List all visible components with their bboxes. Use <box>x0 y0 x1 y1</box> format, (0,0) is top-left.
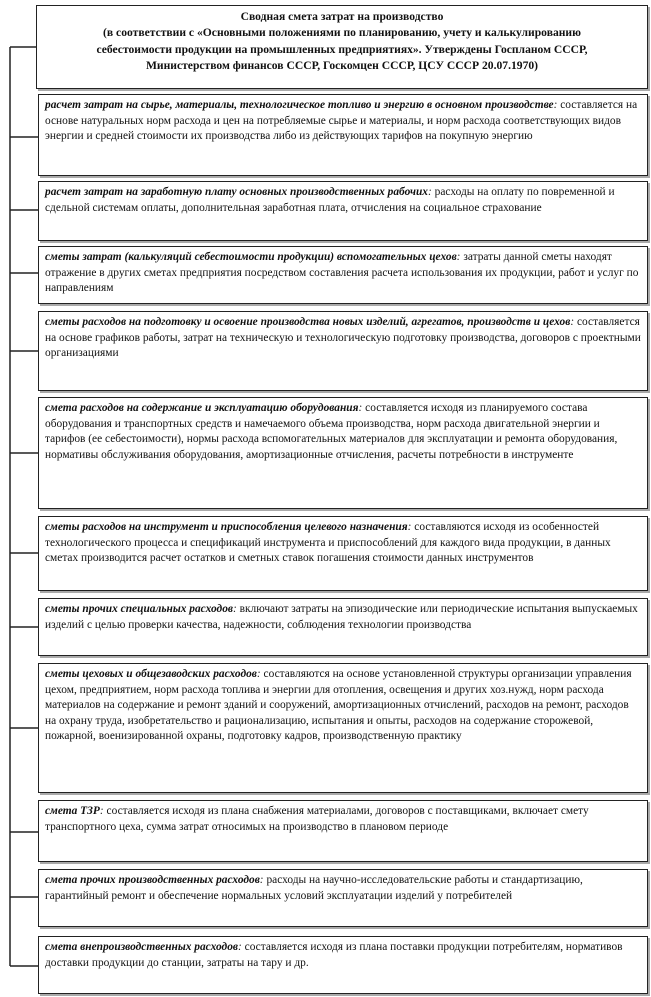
summary-estimate-box <box>36 5 648 89</box>
estimate-item-equipment: смета расходов на содержание и эксплуатацию оборудования: составляется исходя из планируемого состава оборудования и транспортных средств и намечаемого объема производства, норм расхода двигательной энергии и тарифов (ее себестоимости), нормы расхода вспомогательных материалов для эксплуатации и ремонта оборудования, нормативы обслуживания оборудования, амортизационные отчисления, расчеты потребности в инструменте <box>38 397 648 509</box>
item-title: сметы расходов на инструмент и приспособления целевого назначения <box>45 521 408 533</box>
item-description: включают затраты на эпизодические или периодические испытания выпускаемых изделий с целью проверки качества, надежности, соблюдения технологии производства <box>45 603 638 631</box>
summary-estimate-source-line-1: (в соответствии с «Основными положениями по планированию, учету и калькулированию <box>103 26 581 40</box>
item-description: составляется исходя из плана снабжения материалами, договоров с поставщиками, включает смету транспортного цеха, сумма затрат относимых на производство в плановом периоде <box>45 805 589 833</box>
item-title: смета внепроизводственных расходов <box>45 941 238 953</box>
item-description: расходы на оплату по повременной и сдельной системам оплаты, дополнительная заработная плата, отчисления на социальное страхование <box>45 186 615 214</box>
item-title: расчет затрат на сырье, материалы, технологическое топливо и энергию в основном производстве <box>45 99 554 111</box>
estimate-item-wages: расчет затрат на заработную плату основных производственных рабочих: расходы на оплату по повременной и сдельной системам оплаты, дополнительная заработная плата, отчисления на социальное страхование <box>38 181 648 241</box>
item-description: составляются на основе установленной структуры организации управления цехом, предприятием, норм расхода топлива и энергии для отопления, освещения и других хоз.нужд, норм расхода материалов на содержание и ремонт зданий и сооружений, амортизационных отчислений, расходов на ремонт, расходов на охрану труда, изобретательство и рационализацию, испытания и опыты, расходов на содержание сторожевой, пожарной, военизированной охраны, подготовку кадров, производственную практику <box>45 668 632 742</box>
item-description: затраты данной сметы находят отражение в других сметах предприятия посредством составления расчета использования их продукции, работ и услуг по направлениям <box>45 251 639 294</box>
item-description: составляется на основе графиков работы, затрат на техническую и технологическую подготовку производства, договоров с проектными организациями <box>45 316 641 359</box>
item-title: смета прочих производственных расходов <box>45 874 260 886</box>
estimate-item-raw-materials: расчет затрат на сырье, материалы, технологическое топливо и энергию в основном производстве: составляется на основе натуральных норм расхода и цен на потребляемые сырье и материалы, и норм расхода соответствующих видов энергии и средней стоимости их производства либо из действующих тарифов на покупную энергию <box>38 94 648 176</box>
estimate-item-tzr: смета ТЗР: составляется исходя из плана снабжения материалами, договоров с поставщиками, включает смету транспортного цеха, сумма затрат относимых на производство в плановом периоде <box>38 800 648 862</box>
item-title: смета ТЗР <box>45 805 100 817</box>
summary-estimate-source-line-2: себестоимости продукции на промышленных предприятиях». Утверждены Госпланом СССР, <box>96 42 588 56</box>
item-description: составляется исходя из планируемого состава оборудования и транспортных средств и намечаемого объема производства, норм расхода двигательной энергии и тарифов (ее себестоимости), нормы расхода вспомогательных материалов для эксплуатации и ремонта оборудования, нормативы обслуживания оборудования, амортизационные отчисления, расчеты потребности в инструменте <box>45 402 618 461</box>
item-title: сметы затрат (калькуляций себестоимости продукции) вспомогательных цехов <box>45 251 457 263</box>
item-title: смета расходов на содержание и эксплуатацию оборудования <box>45 402 359 414</box>
item-title: сметы цеховых и общезаводских расходов <box>45 668 257 680</box>
estimate-item-special-expenses: сметы прочих специальных расходов: включают затраты на эпизодические или периодические испытания выпускаемых изделий с целью проверки качества, надежности, соблюдения технологии производства <box>38 598 648 656</box>
estimate-item-other-production: смета прочих производственных расходов: расходы на научно-исследовательские работы и стандартизацию, гарантийный ремонт и обеспечение нормальных условий эксплуатации изделий у потребителей <box>38 869 648 927</box>
estimate-item-auxiliary-shops: сметы затрат (калькуляций себестоимости продукции) вспомогательных цехов: затраты данной сметы находят отражение в других сметах предприятия посредством составления расчета использования их продукции, работ и услуг по направлениям <box>38 246 648 304</box>
item-description: составляются исходя из особенностей технологического процесса и спецификаций инструмента и приспособлений для каждого вида продукции, в данных сметах производится расчет остатков и сметных ставок погашения стоимости данных инструментов <box>45 521 611 564</box>
summary-estimate-source-line-3: Министерством финансов СССР, Госкомцен СССР, ЦСУ СССР 20.07.1970) <box>145 59 539 73</box>
item-description: составляется исходя из плана поставки продукции потребителям, нормативов доставки продукции до станции, затраты на тару и др. <box>45 941 623 969</box>
item-description: расходы на научно-исследовательские работы и стандартизацию, гарантийный ремонт и обеспечение нормальных условий эксплуатации изделий у потребителей <box>45 874 583 902</box>
item-description: составляется на основе натуральных норм расхода и цен на потребляемые сырье и материалы, и норм расхода соответствующих видов энергии и средней стоимости их производства либо из действующих тарифов на покупную энергию <box>45 99 638 142</box>
estimate-item-non-production: смета внепроизводственных расходов: составляется исходя из плана поставки продукции потребителям, нормативов доставки продукции до станции, затраты на тару и др. <box>38 936 648 994</box>
estimate-item-new-products: сметы расходов на подготовку и освоение производства новых изделий, агрегатов, производств и цехов: составляется на основе графиков работы, затрат на техническую и технологическую подготовку производства, договоров с проектными организациями <box>38 311 648 391</box>
item-title: сметы расходов на подготовку и освоение производства новых изделий, агрегатов, производств и цехов <box>45 316 571 328</box>
item-title: расчет затрат на заработную плату основных производственных рабочих <box>45 186 428 198</box>
item-title: сметы прочих специальных расходов <box>45 603 233 615</box>
estimate-item-overhead: сметы цеховых и общезаводских расходов: составляются на основе установленной структуры организации управления цехом, предприятием, норм расхода топлива и энергии для отопления, освещения и других хоз.нужд, норм расхода материалов на содержание и ремонт зданий и сооружений, амортизационных отчислений, расходов на ремонт, расходов на охрану труда, изобретательство и рационализацию, испытания и опыты, расходов на содержание сторожевой, пожарной, военизированной охраны, подготовку кадров, производственную практику <box>38 663 648 793</box>
summary-estimate-title: Сводная смета затрат на производство <box>240 10 444 23</box>
estimate-item-tools: сметы расходов на инструмент и приспособления целевого назначения: составляются исходя из особенностей технологического процесса и спецификаций инструмента и приспособлений для каждого вида продукции, в данных сметах производится расчет остатков и сметных ставок погашения стоимости данных инструментов <box>38 516 648 591</box>
